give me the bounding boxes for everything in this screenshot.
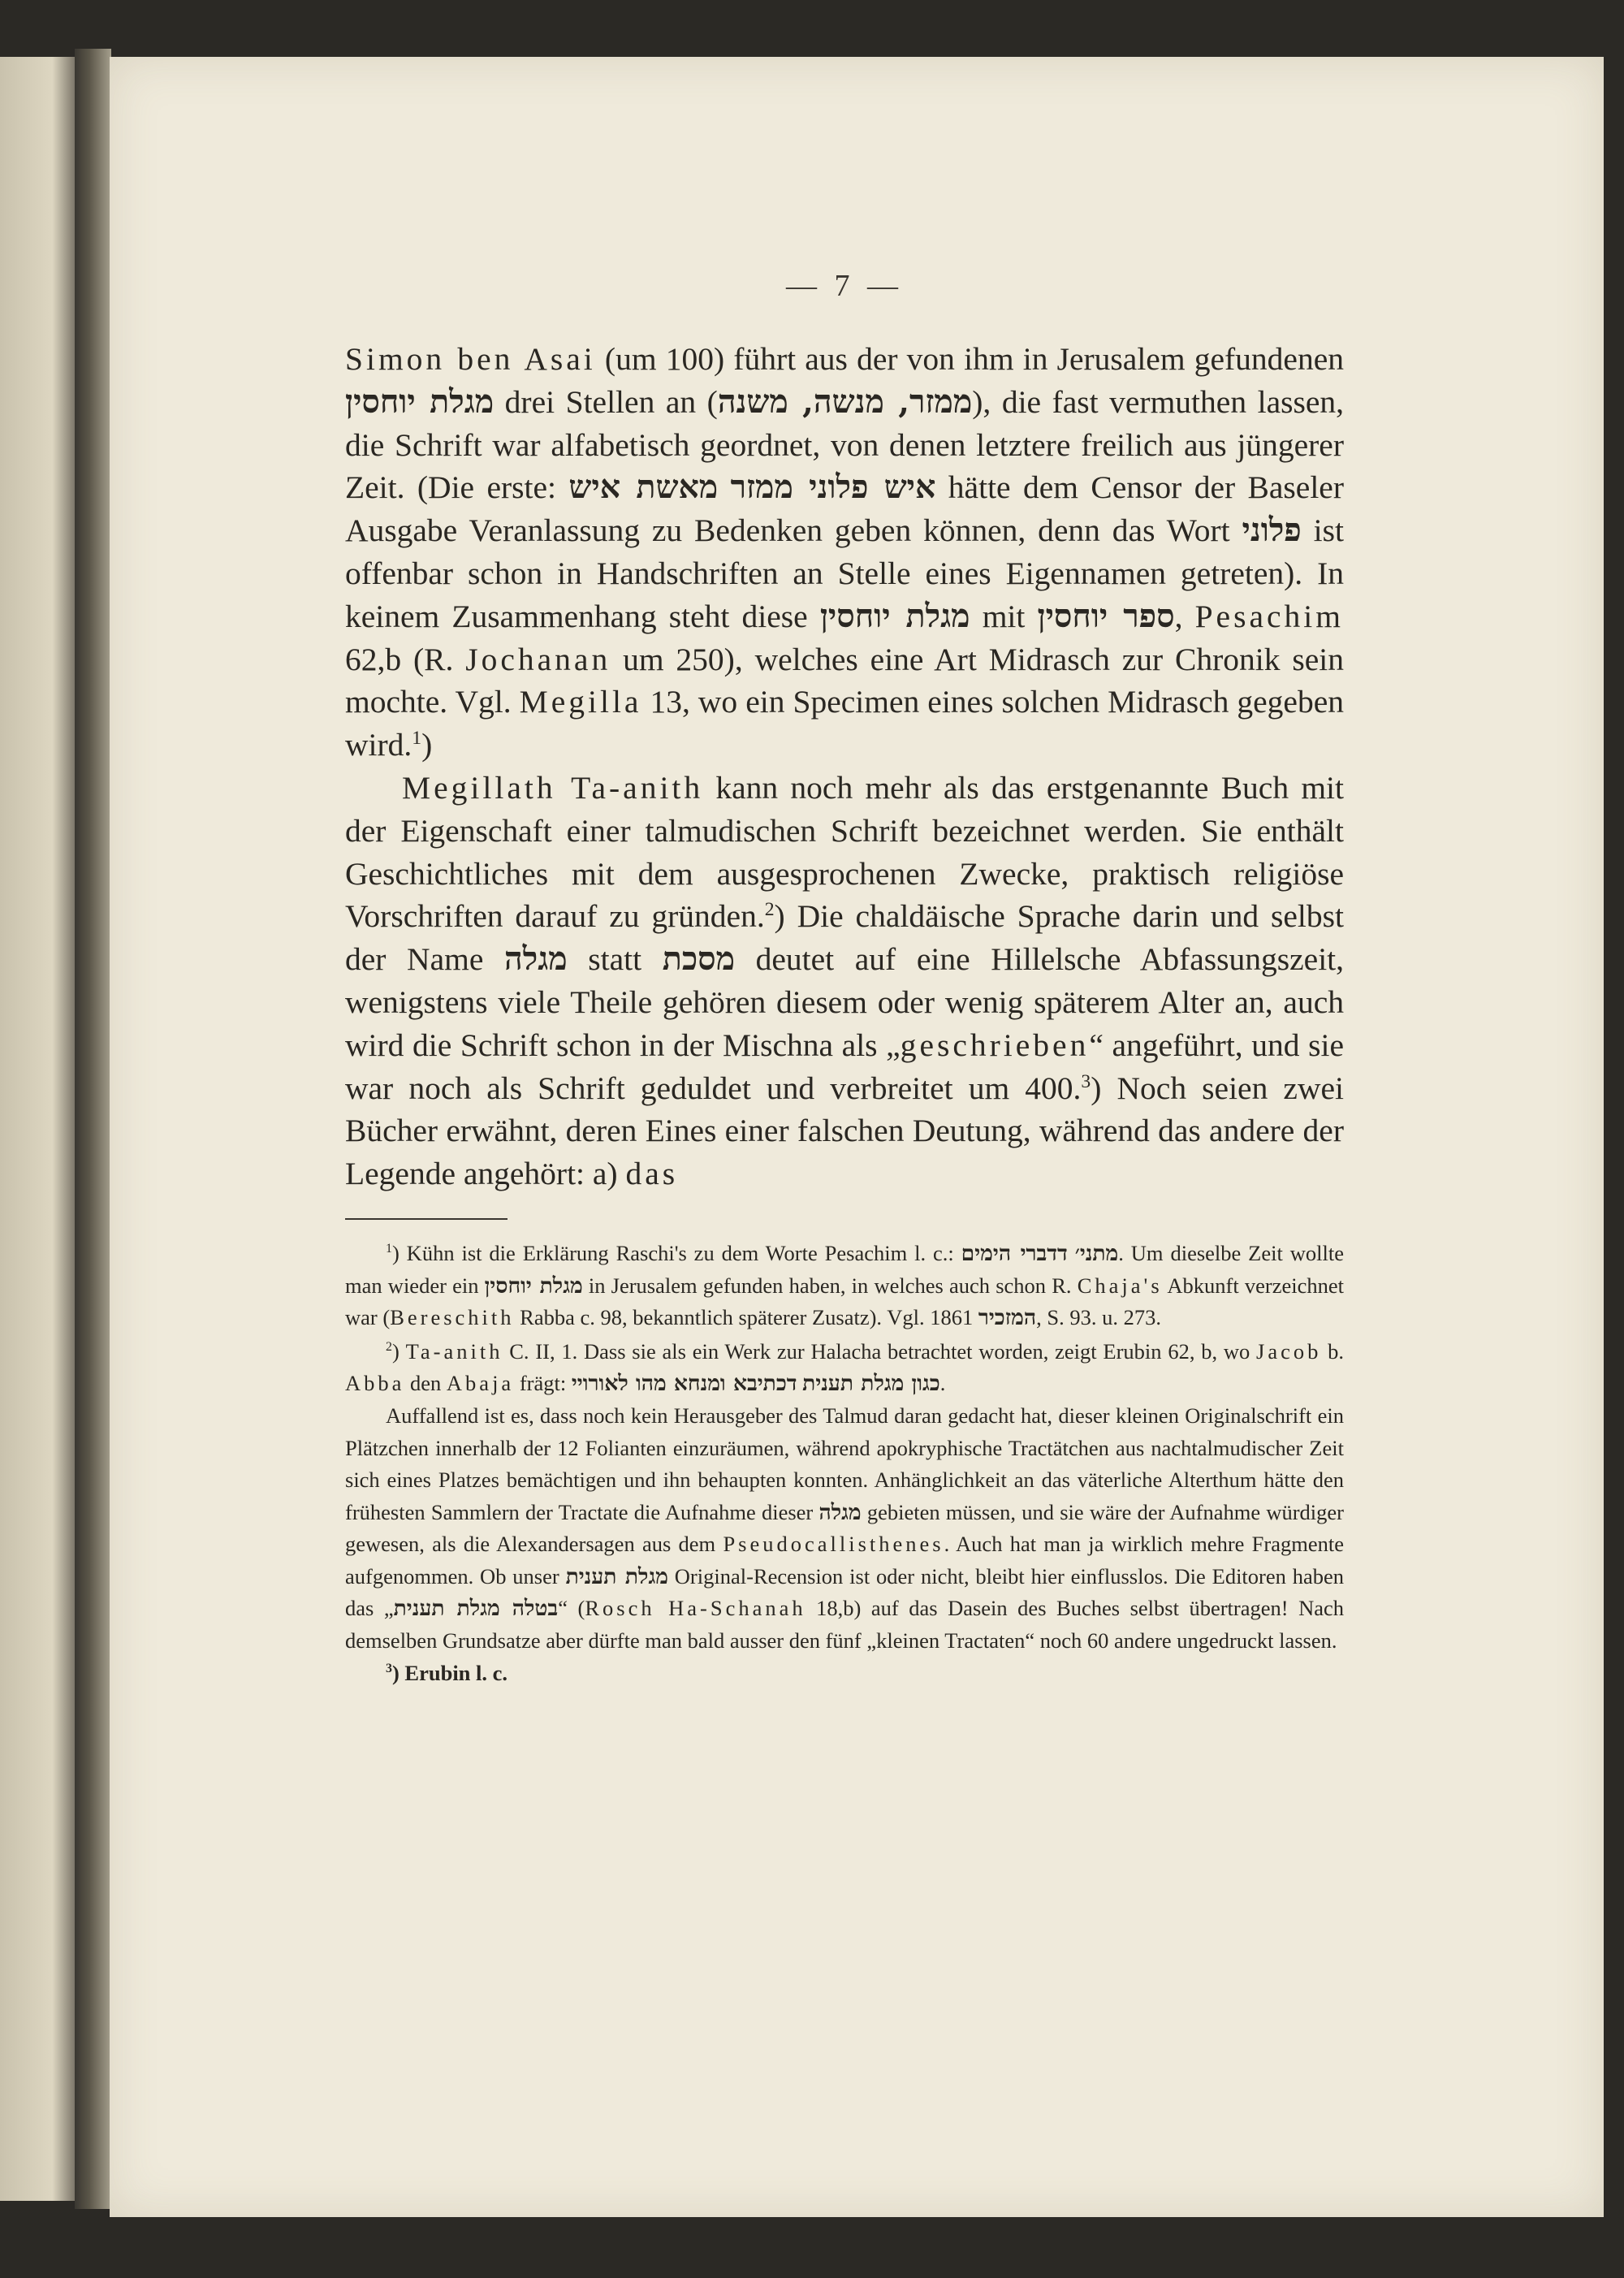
text-span: 13, wo ein Specimen eines solchen Midrasch gegeben wird. bbox=[345, 684, 1344, 763]
text-span: den bbox=[404, 1371, 447, 1396]
text-span: mit bbox=[970, 598, 1038, 634]
footnote-ref-1: 1 bbox=[412, 728, 422, 750]
text-span: um 250), welches eine Art Midrasch zur Chronik sein mochte. Vgl. bbox=[345, 641, 1345, 720]
footnote-2-continuation bbox=[345, 1400, 1344, 1658]
name-bereschith: Bereschith bbox=[390, 1305, 515, 1330]
text-span bbox=[1068, 1241, 1075, 1265]
hebrew-text: מאשת איש bbox=[568, 469, 719, 507]
text-span: . Auch hat man ja wirklich mehre Fragmente aufgenommen. Ob unser bbox=[345, 1532, 1344, 1589]
text-span: hätte dem Censor der Baseler Ausgabe Veranlassung zu Bedenken geben können, denn das Wort bbox=[345, 469, 1344, 549]
word-das: das bbox=[625, 1156, 679, 1192]
text-span: (um 100) führt aus der von ihm in Jerusalem gefundenen bbox=[595, 341, 1344, 377]
footnotes bbox=[345, 1238, 1344, 1689]
hebrew-text: מתני׳ bbox=[1074, 1240, 1119, 1266]
left-page-edge bbox=[0, 57, 75, 2201]
text-span: frägt: bbox=[514, 1371, 572, 1396]
text-span: drei Stellen an ( bbox=[494, 383, 718, 420]
text-span: , bbox=[1174, 598, 1195, 634]
text-span: deutet auf eine Hillelsche Abfassungszeit, wenigstens viele Theile gehören diesem oder wenig späterem Alter an, auch wird die Schrift schon in der Mischna als „ bbox=[345, 941, 1345, 1063]
name-simon-ben-asai: Simon ben Asai bbox=[345, 341, 596, 377]
name-pseudocallisthenes: Pseudocallisthenes bbox=[723, 1532, 944, 1557]
text-span: ), die fast vermuthen lassen, die Schrift war alfabetisch geordnet, von denen letztere freilich aus jüngerer Zeit. (Die erste: bbox=[345, 383, 1344, 506]
main-text bbox=[345, 338, 1344, 1195]
footnote-2 bbox=[345, 1336, 1344, 1400]
hebrew-text: מגלת יוחסין bbox=[345, 383, 495, 421]
text-span: Auffallend ist es, dass noch kein Herausgeber des Talmud daran gedacht hat, dieser kleinen Originalschrift ein Plätzchen innerhalb der 12 Folianten einzuräumen, während apokryphische Tractätchen aus nachtalmudischer Zeit sich eines Platzes bemächtigen und ihn behaupten konnten. Anhänglichkeit an das väterliche Alterthum hätte den frühesten Sammlern der Tractate die Aufnahme dieser bbox=[345, 1403, 1344, 1524]
name-chaja: Chaja's bbox=[1077, 1273, 1163, 1298]
text-span: “ ( bbox=[558, 1596, 585, 1621]
text-span: 1861, S. 93. u. 273. bbox=[930, 1305, 1161, 1330]
hebrew-text: כגון מגלת תענית bbox=[802, 1371, 940, 1397]
text-span: Abkunft verzeichnet war ( bbox=[345, 1273, 1344, 1330]
name-rosch-ha-schanah: Rosch Ha-Schanah bbox=[585, 1596, 806, 1621]
text-block bbox=[345, 268, 1344, 1689]
hebrew-text: מגלת תענית bbox=[565, 1563, 668, 1589]
name-ta-anith: Ta-anith bbox=[405, 1338, 503, 1364]
hebrew-text: דדברי הימים bbox=[961, 1240, 1068, 1266]
text-span: Rabba c. 98, bekanntlich späterer Zusatz). Vgl. bbox=[514, 1305, 931, 1330]
text-span: ) bbox=[391, 1338, 406, 1364]
footnote-mark: 3 bbox=[386, 1661, 392, 1675]
text-span: ) bbox=[421, 727, 433, 763]
name-jochanan: Jochanan bbox=[465, 641, 611, 677]
text-span: in Jerusalem gefunden haben, in welches auch schon R. bbox=[582, 1273, 1078, 1298]
hebrew-text: דכתיבא ומנחא מהו לאורויי bbox=[571, 1371, 797, 1397]
text-span: 62,b (R. bbox=[345, 641, 466, 677]
name-megilla: Megilla bbox=[519, 684, 642, 720]
hebrew-text: מגלת יוחסין bbox=[484, 1273, 583, 1299]
name-abba: Abba bbox=[345, 1371, 405, 1396]
text-span: kann noch mehr als das erstgenannte Buch mit der Eigenschaft einer talmudischen Schrift bezeichnet werden. Sie enthält Geschichtliches mit dem ausgesprochenen Zwecke, praktisch religiöse Vorschriften darauf zu gründen. bbox=[345, 769, 1344, 935]
text-span: statt bbox=[567, 941, 663, 978]
paragraph-simon-ben-asai bbox=[345, 338, 1344, 767]
text-span: ist offenbar schon in Handschriften an Stelle eines Eigennamen getreten). In keinem Zusammenhang steht diese bbox=[345, 512, 1345, 634]
name-megillath-ta-anith: Megillath Ta-anith bbox=[402, 769, 704, 806]
text-span: b. bbox=[1321, 1338, 1345, 1364]
hebrew-text: פלוני bbox=[1242, 512, 1302, 550]
footnote-rule bbox=[345, 1218, 508, 1220]
text-span: “ angeführt, und sie war noch als Schrift geduldet und verbreitet um 400. bbox=[345, 1027, 1344, 1106]
name-pesachim: Pesachim bbox=[1194, 598, 1344, 634]
text-span: ) Die chaldäische Sprache darin und selbst der Name bbox=[345, 898, 1344, 978]
name-abaja: Abaja bbox=[446, 1371, 515, 1396]
book-spine bbox=[75, 49, 111, 2209]
hebrew-text: מגלת יוחסין bbox=[819, 597, 970, 635]
text-span: 18,b) auf das Dasein des Buches selbst übertragen! Nach demselben Grundsatze aber dürfte man bald ausser den fünf „kleinen Tractaten“ noch 60 andere ungedruckt lassen. bbox=[345, 1596, 1345, 1653]
hebrew-text: ספר יוחסין bbox=[1037, 597, 1175, 635]
paragraph-megillath-ta-anith bbox=[345, 767, 1344, 1195]
text-span: . bbox=[939, 1371, 946, 1396]
footnote-mark: 1 bbox=[386, 1242, 392, 1256]
text-span: Original-Recension ist oder nicht, bleibt hier einflusslos. Die Editoren haben das „ bbox=[345, 1563, 1345, 1621]
hebrew-text: מגלה bbox=[504, 940, 568, 979]
book-page bbox=[110, 57, 1604, 2217]
hebrew-text: המזכיר bbox=[978, 1305, 1037, 1331]
word-geschrieben: geschrieben bbox=[900, 1027, 1090, 1063]
text-span bbox=[718, 469, 730, 505]
text-span: gebieten müssen, und sie wäre der Aufnahme würdiger gewesen, als die Alexandersagen aus dem bbox=[345, 1499, 1344, 1557]
footnote-ref-3: 3 bbox=[1081, 1070, 1091, 1092]
text-span: . Um dieselbe Zeit wollte man wieder ein bbox=[345, 1240, 1344, 1298]
footnote-1 bbox=[345, 1238, 1344, 1334]
text-span: ) Noch seien zwei Bücher erwähnt, deren Eines einer falschen Deutung, während das andere der Legende angehört: a) bbox=[345, 1070, 1344, 1192]
hebrew-text: בטלה מגלת תענית bbox=[393, 1596, 559, 1622]
text-span: C. II, 1. Dass sie als ein Werk zur Halacha betrachtet worden, zeigt Erubin 62, b, wo bbox=[503, 1338, 1257, 1364]
hebrew-text: מסכת bbox=[662, 940, 736, 979]
hebrew-text: ממזר, מנשה, משנה bbox=[717, 383, 973, 421]
name-jacob: Jacob bbox=[1256, 1338, 1322, 1364]
footnote-mark: 2 bbox=[386, 1339, 392, 1354]
footnote-3 bbox=[345, 1658, 1344, 1690]
text-span: ) Kühn ist die Erklärung Raschi's zu dem Worte Pesachim l. c.: bbox=[391, 1240, 961, 1265]
page-number: — 7 — bbox=[786, 269, 903, 303]
hebrew-text: מגלה bbox=[818, 1499, 862, 1525]
footnote-ref-2: 2 bbox=[764, 899, 775, 921]
text-span: ) Erubin l. c. bbox=[391, 1660, 508, 1685]
hebrew-text: איש פלוני ממזר bbox=[730, 469, 936, 507]
